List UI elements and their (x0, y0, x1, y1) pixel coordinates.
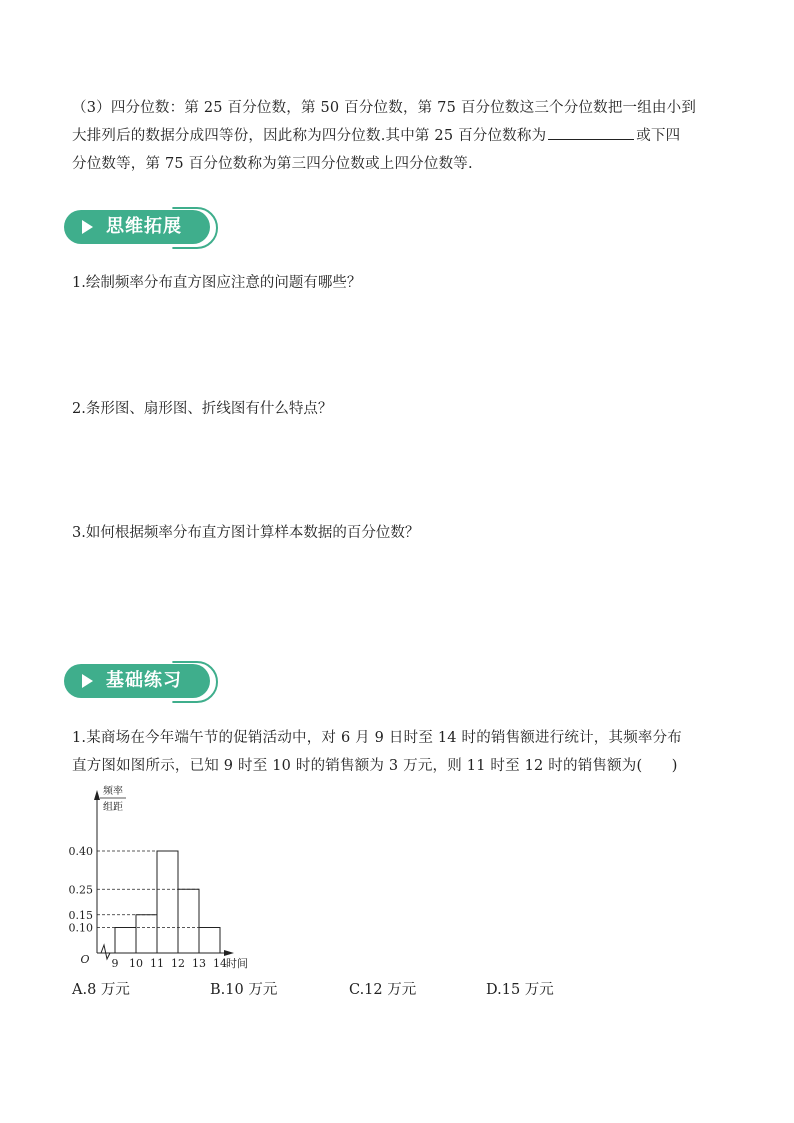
origin-label: O (80, 953, 90, 966)
y-tick-label: 0.40 (68, 845, 93, 858)
x-tick-label: 9 (111, 957, 119, 970)
option-d[interactable]: D.15 万元 (486, 982, 554, 998)
question-2: 2.条形图、扇形图、折线图有什么特点？ (72, 401, 333, 417)
y-axis-label-numerator: 频率 (103, 786, 123, 797)
play-triangle-icon (82, 220, 93, 234)
y-axis-label-denominator: 组距 (103, 802, 123, 813)
play-triangle-icon (82, 674, 93, 688)
question-3: 3.如何根据频率分布直方图计算样本数据的百分位数？ (72, 525, 420, 541)
exercise-line-2: 直方图如图所示，已知 9 时至 10 时的销售额为 3 万元，则 11 时至 12 时的销售额为( ) (72, 758, 678, 774)
axis-break-icon (101, 945, 110, 959)
banner-basic-practice (64, 660, 216, 706)
option-a[interactable]: A.8 万元 (72, 982, 130, 998)
option-c[interactable]: C.12 万元 (349, 982, 417, 998)
y-tick-label: 0.10 (68, 921, 93, 935)
banner-label: 思维拓展 (106, 216, 182, 237)
quartile-line-2b: 或下四 (636, 128, 681, 144)
y-tick-label: 0.15 (68, 908, 93, 922)
banner-thinking-extension (64, 206, 216, 252)
x-tick-label: 10 (129, 957, 143, 970)
y-tick-label: 0.25 (68, 883, 93, 897)
quartile-paragraph (72, 94, 722, 178)
histogram-bar (199, 928, 220, 954)
x-tick-label: 11 (150, 957, 164, 970)
histogram-bar (136, 915, 157, 953)
exercise-text (72, 724, 722, 780)
frequency-histogram (68, 782, 268, 974)
question-1: 1.绘制频率分布直方图应注意的问题有哪些？ (72, 275, 362, 291)
option-b[interactable]: B.10 万元 (210, 982, 278, 998)
x-tick-label: 12 (171, 957, 185, 970)
x-tick-label: 13 (192, 957, 206, 970)
banner-label: 基础练习 (106, 670, 182, 691)
quartile-line-1: （3）四分位数：第 25 百分位数，第 50 百分位数，第 75 百分位数这三个分位数把一组由小到 (72, 100, 697, 116)
fill-in-blank[interactable] (548, 123, 634, 140)
histogram-bar (178, 889, 199, 953)
histogram-bar (157, 851, 178, 953)
quartile-line-2a: 大排列后的数据分成四等份，因此称为四分位数.其中第 25 百分位数称为 (72, 128, 547, 144)
quartile-line-3: 分位数等，第 75 百分位数称为第三四分位数或上四分位数等. (72, 156, 473, 172)
y-axis-arrow-icon (94, 790, 100, 800)
answer-options (72, 978, 592, 1000)
x-tick-label: 14 (213, 957, 227, 970)
histogram-bar (115, 928, 136, 954)
x-axis-label: 时间 (226, 957, 248, 970)
exercise-line-1: 1.某商场在今年端午节的促销活动中，对 6 月 9 日时至 14 时的销售额进行统计，其频率分布 (72, 730, 682, 746)
x-axis-arrow-icon (224, 950, 234, 956)
